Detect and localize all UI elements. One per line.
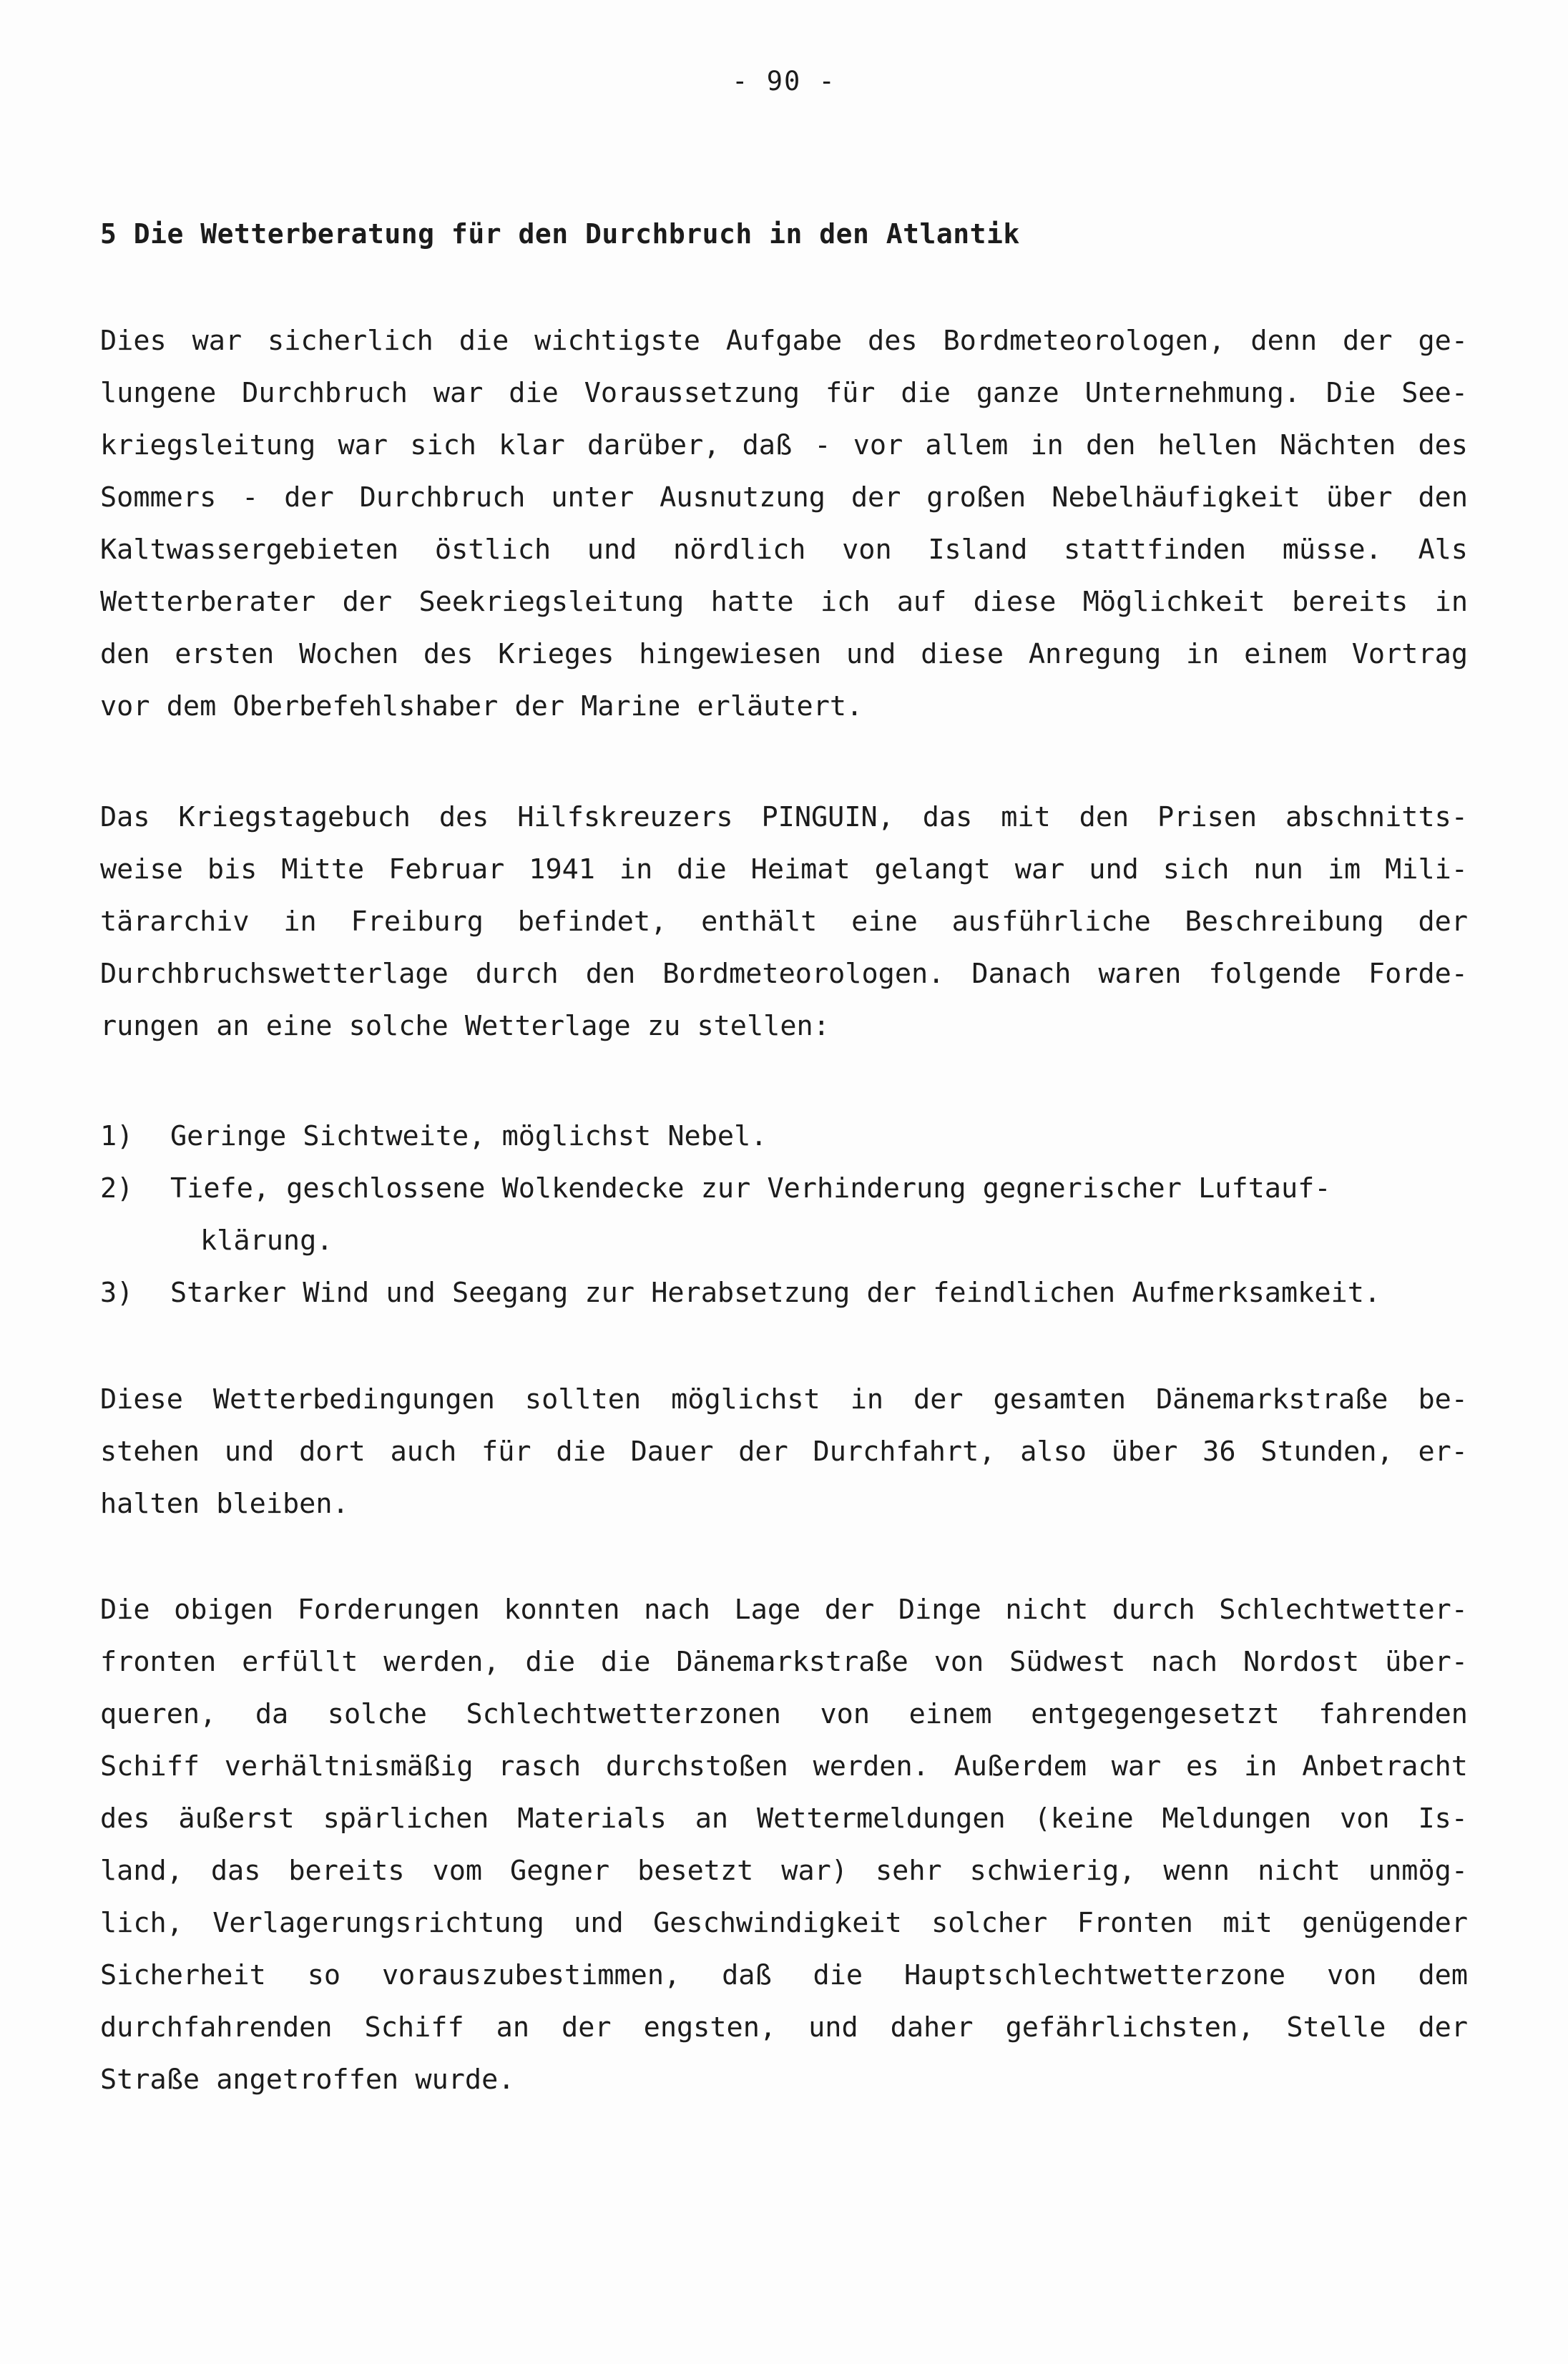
- text-line: Diese Wetterbedingungen sollten möglichst in der gesamten Dänemarkstraße be-: [100, 1383, 1468, 1416]
- list-text: Tiefe, geschlossene Wolkendecke zur Verhinderung gegnerischer Luftauf-: [170, 1172, 1331, 1205]
- text-line: lich, Verlagerungsrichtung und Geschwindigkeit solcher Fronten mit genügender: [100, 1907, 1468, 1939]
- list-text: klärung.: [200, 1225, 333, 1257]
- text-line: Dies war sicherlich die wichtigste Aufgabe des Bordmeteorologen, denn der ge-: [100, 325, 1468, 357]
- paragraph-3: [100, 1373, 1468, 1530]
- text-line: Straße angetroffen wurde.: [100, 2064, 515, 2096]
- paragraph-4: [100, 1584, 1468, 2106]
- list-text: Starker Wind und Seegang zur Herabsetzung der feindlichen Aufmerksamkeit.: [170, 1277, 1381, 1309]
- text-line: halten bleiben.: [100, 1488, 349, 1520]
- text-line: Kaltwassergebieten östlich und nördlich von Island stattfinden müsse. Als: [100, 534, 1468, 566]
- list-text: Geringe Sichtweite, möglichst Nebel.: [170, 1120, 768, 1152]
- list-item: [100, 1110, 1468, 1162]
- text-line: tärarchiv in Freiburg befindet, enthält eine ausführliche Beschreibung der: [100, 906, 1468, 938]
- paragraph-1: [100, 315, 1468, 732]
- list-number: 3): [100, 1277, 134, 1309]
- page-number: - 90 -: [732, 66, 836, 97]
- text-line: Sommers - der Durchbruch unter Ausnutzung der großen Nebelhäufigkeit über den: [100, 481, 1468, 514]
- list-item: [100, 1267, 1468, 1319]
- text-line: queren, da solche Schlechtwetterzonen von einem entgegengesetzt fahrenden: [100, 1698, 1468, 1730]
- list-item-continuation: [100, 1215, 1468, 1267]
- requirements-list: [100, 1110, 1468, 1319]
- list-number: 2): [100, 1172, 134, 1205]
- text-line: kriegsleitung war sich klar darüber, daß - vor allem in den hellen Nächten des: [100, 429, 1468, 461]
- section-heading: 5 Die Wetterberatung für den Durchbruch in den Atlantik: [100, 218, 1020, 250]
- paragraph-2: [100, 791, 1468, 1052]
- text-line: Die obigen Forderungen konnten nach Lage der Dinge nicht durch Schlechtwetter-: [100, 1594, 1468, 1626]
- list-number: 1): [100, 1120, 134, 1152]
- text-line: land, das bereits vom Gegner besetzt war) sehr schwierig, wenn nicht unmög-: [100, 1855, 1468, 1887]
- text-line: Durchbruchswetterlage durch den Bordmeteorologen. Danach waren folgende Forde-: [100, 958, 1468, 990]
- text-line: fronten erfüllt werden, die die Dänemarkstraße von Südwest nach Nordost über-: [100, 1646, 1468, 1678]
- text-line: rungen an eine solche Wetterlage zu stellen:: [100, 1010, 830, 1042]
- text-line: lungene Durchbruch war die Voraussetzung für die ganze Unternehmung. Die See-: [100, 377, 1468, 409]
- list-item: [100, 1162, 1468, 1215]
- text-line: vor dem Oberbefehlshaber der Marine erläutert.: [100, 690, 863, 722]
- text-line: den ersten Wochen des Krieges hingewiesen und diese Anregung in einem Vortrag: [100, 638, 1468, 670]
- text-line: weise bis Mitte Februar 1941 in die Heimat gelangt war und sich nun im Mili-: [100, 853, 1468, 886]
- text-line: durchfahrenden Schiff an der engsten, und daher gefährlichsten, Stelle der: [100, 2011, 1468, 2044]
- text-line: stehen und dort auch für die Dauer der Durchfahrt, also über 36 Stunden, er-: [100, 1436, 1468, 1468]
- text-line: Wetterberater der Seekriegsleitung hatte ich auf diese Möglichkeit bereits in: [100, 586, 1468, 618]
- text-line: Schiff verhältnismäßig rasch durchstoßen werden. Außerdem war es in Anbetracht: [100, 1750, 1468, 1782]
- text-line: Sicherheit so vorauszubestimmen, daß die Hauptschlechtwetterzone von dem: [100, 1959, 1468, 1991]
- text-line: des äußerst spärlichen Materials an Wettermeldungen (keine Meldungen von Is-: [100, 1803, 1468, 1835]
- text-line: Das Kriegstagebuch des Hilfskreuzers PINGUIN, das mit den Prisen abschnitts-: [100, 801, 1468, 833]
